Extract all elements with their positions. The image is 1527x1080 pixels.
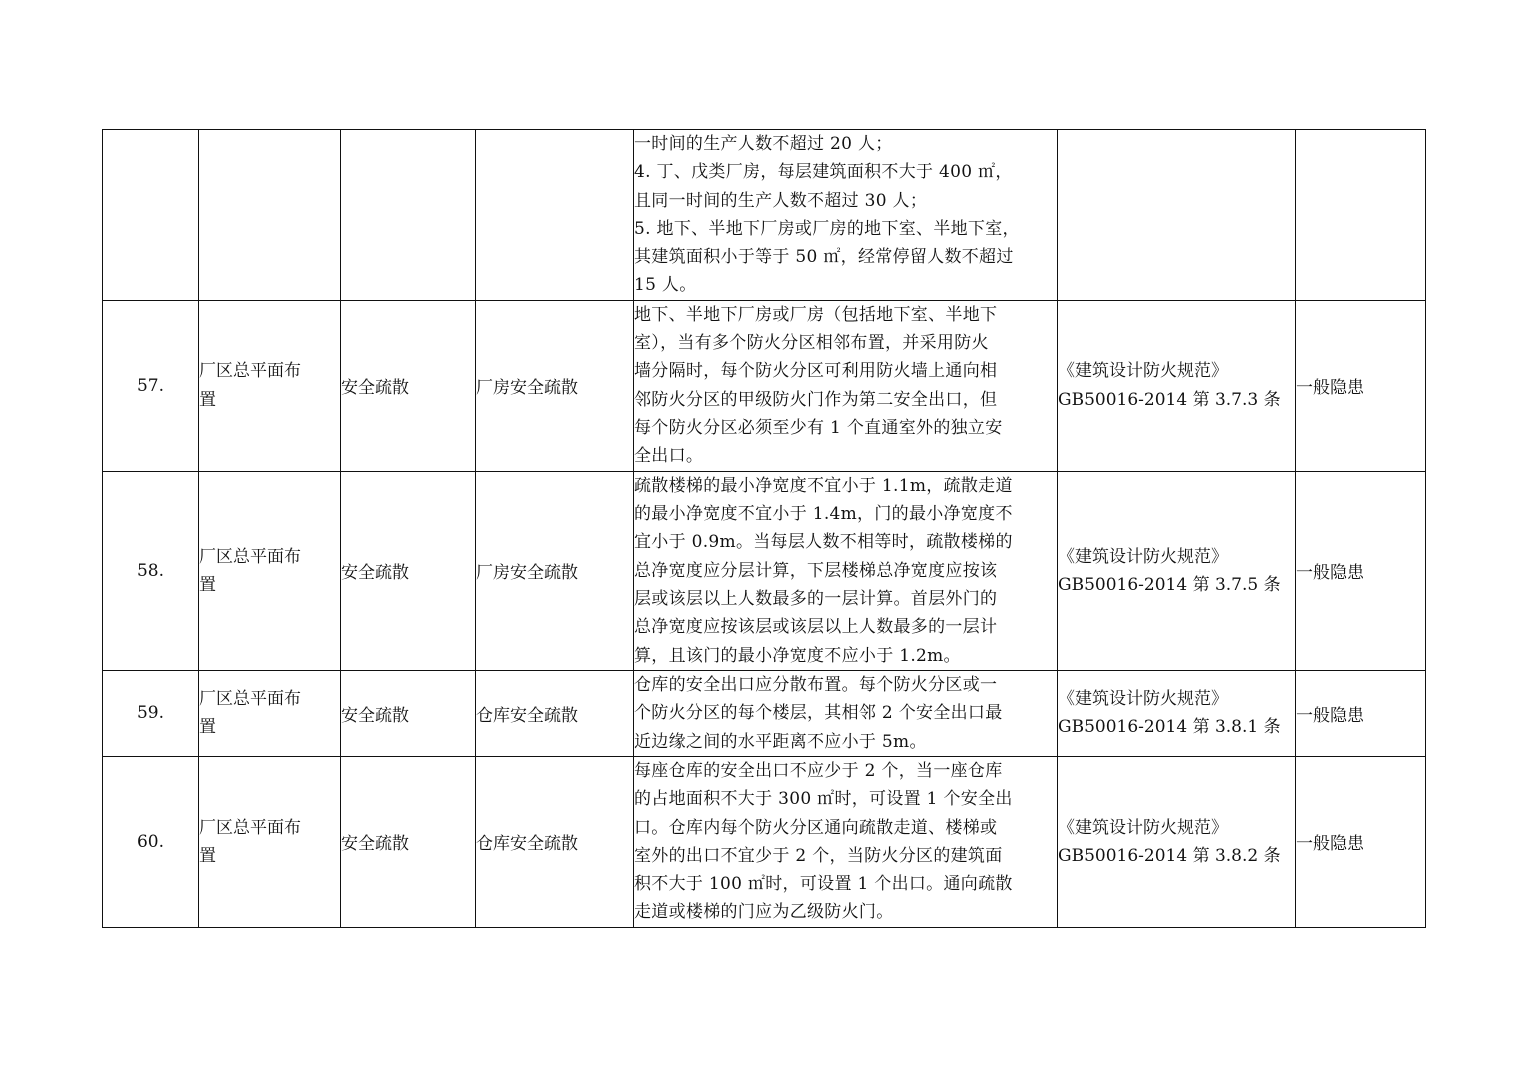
level-cell: 一般隐患 bbox=[1296, 756, 1426, 927]
content-line: 每个防火分区必须至少有 1 个直通室外的独立安 bbox=[634, 418, 1003, 439]
content-cell bbox=[634, 471, 1058, 670]
content-line: 层或该层以上人数最多的一层计算。首层外门的 bbox=[634, 588, 998, 609]
basis-line: 《建筑设计防火规范》 bbox=[1058, 689, 1228, 710]
category-cell bbox=[199, 300, 341, 471]
subcategory-cell: 安全疏散 bbox=[341, 670, 476, 756]
table-row bbox=[103, 471, 1426, 670]
subcategory-cell bbox=[341, 130, 476, 301]
content-line: 每座仓库的安全出口不应少于 2 个，当一座仓库 bbox=[634, 760, 1003, 781]
content-line: 宜小于 0.9m。当每层人数不相等时，疏散楼梯的 bbox=[634, 532, 1013, 553]
category-line: 厂区总平面布 bbox=[199, 689, 301, 710]
content-cell bbox=[634, 756, 1058, 927]
content-line: 总净宽度应分层计算，下层楼梯总净宽度应按该 bbox=[634, 560, 998, 581]
content-line: 总净宽度应按该层或该层以上人数最多的一层计 bbox=[634, 617, 998, 638]
content-line: 的占地面积不大于 300 ㎡时，可设置 1 个安全出 bbox=[634, 789, 1013, 810]
content-line: 走道或楼梯的门应为乙级防火门。 bbox=[634, 902, 894, 923]
category-line: 厂区总平面布 bbox=[199, 546, 301, 567]
item-cell: 仓库安全疏散 bbox=[476, 756, 634, 927]
table-row bbox=[103, 756, 1426, 927]
category-line: 厂区总平面布 bbox=[199, 817, 301, 838]
category-cell bbox=[199, 130, 341, 301]
category-cell bbox=[199, 756, 341, 927]
category-cell bbox=[199, 670, 341, 756]
content-line: 疏散楼梯的最小净宽度不宜小于 1.1m，疏散走道 bbox=[634, 475, 1013, 496]
content-line: 地下、半地下厂房或厂房（包括地下室、半地下 bbox=[634, 304, 998, 325]
category-line: 置 bbox=[199, 574, 216, 595]
content-line: 个防火分区的每个楼层，其相邻 2 个安全出口最 bbox=[634, 703, 1003, 724]
hazard-table bbox=[102, 129, 1426, 928]
content-line: 积不大于 100 ㎡时，可设置 1 个出口。通向疏散 bbox=[634, 874, 1013, 895]
table-body bbox=[103, 130, 1426, 928]
level-cell: 一般隐患 bbox=[1296, 300, 1426, 471]
content-line: 室），当有多个防火分区相邻布置，并采用防火 bbox=[634, 333, 989, 354]
row-number: 60. bbox=[103, 756, 199, 927]
subcategory-cell: 安全疏散 bbox=[341, 756, 476, 927]
category-cell bbox=[199, 471, 341, 670]
content-line: 墙分隔时，每个防火分区可利用防火墙上通向相 bbox=[634, 361, 998, 382]
content-line: 近边缘之间的水平距离不应小于 5m。 bbox=[634, 731, 927, 752]
content-line: 5. 地下、半地下厂房或厂房的地下室、半地下室， bbox=[634, 218, 1020, 239]
basis-line: GB50016-2014 第 3.7.3 条 bbox=[1058, 389, 1281, 410]
content-line: 全出口。 bbox=[634, 446, 704, 467]
item-cell: 厂房安全疏散 bbox=[476, 471, 634, 670]
content-line: 4. 丁、戊类厂房，每层建筑面积不大于 400 ㎡， bbox=[634, 162, 1013, 183]
row-number: 57. bbox=[103, 300, 199, 471]
basis-cell bbox=[1058, 670, 1296, 756]
content-line: 邻防火分区的甲级防火门作为第二安全出口，但 bbox=[634, 389, 998, 410]
basis-cell bbox=[1058, 130, 1296, 301]
basis-line: 《建筑设计防火规范》 bbox=[1058, 361, 1228, 382]
item-cell: 仓库安全疏散 bbox=[476, 670, 634, 756]
table-row bbox=[103, 670, 1426, 756]
basis-cell bbox=[1058, 300, 1296, 471]
item-cell bbox=[476, 130, 634, 301]
basis-line: GB50016-2014 第 3.8.2 条 bbox=[1058, 845, 1281, 866]
table-row bbox=[103, 130, 1426, 301]
content-cell bbox=[634, 300, 1058, 471]
content-line: 仓库的安全出口应分散布置。每个防火分区或一 bbox=[634, 674, 998, 695]
category-line: 置 bbox=[199, 389, 216, 410]
subcategory-cell: 安全疏散 bbox=[341, 300, 476, 471]
content-line: 且同一时间的生产人数不超过 30 人； bbox=[634, 190, 928, 211]
category-line: 置 bbox=[199, 845, 216, 866]
basis-cell bbox=[1058, 756, 1296, 927]
content-line: 15 人。 bbox=[634, 275, 697, 296]
content-line: 的最小净宽度不宜小于 1.4m，门的最小净宽度不 bbox=[634, 504, 1013, 525]
content-line: 一时间的生产人数不超过 20 人； bbox=[634, 134, 893, 154]
row-number: 58. bbox=[103, 471, 199, 670]
content-line: 其建筑面积小于等于 50 ㎡，经常停留人数不超过 bbox=[634, 247, 1014, 268]
content-line: 口。仓库内每个防火分区通向疏散走道、楼梯或 bbox=[634, 817, 998, 838]
basis-line: 《建筑设计防火规范》 bbox=[1058, 817, 1228, 838]
basis-cell bbox=[1058, 471, 1296, 670]
content-cell bbox=[634, 670, 1058, 756]
level-cell: 一般隐患 bbox=[1296, 670, 1426, 756]
item-cell: 厂房安全疏散 bbox=[476, 300, 634, 471]
category-line: 置 bbox=[199, 717, 216, 738]
level-cell bbox=[1296, 130, 1426, 301]
subcategory-cell: 安全疏散 bbox=[341, 471, 476, 670]
row-number bbox=[103, 130, 199, 301]
row-number: 59. bbox=[103, 670, 199, 756]
content-line: 室外的出口不宜少于 2 个，当防火分区的建筑面 bbox=[634, 845, 1003, 866]
basis-line: GB50016-2014 第 3.7.5 条 bbox=[1058, 574, 1281, 595]
table-row bbox=[103, 300, 1426, 471]
basis-line: 《建筑设计防火规范》 bbox=[1058, 546, 1228, 567]
category-line: 厂区总平面布 bbox=[199, 361, 301, 382]
content-line: 算，且该门的最小净宽度不应小于 1.2m。 bbox=[634, 645, 961, 666]
level-cell: 一般隐患 bbox=[1296, 471, 1426, 670]
basis-line: GB50016-2014 第 3.8.1 条 bbox=[1058, 717, 1281, 738]
content-cell bbox=[634, 130, 1058, 301]
